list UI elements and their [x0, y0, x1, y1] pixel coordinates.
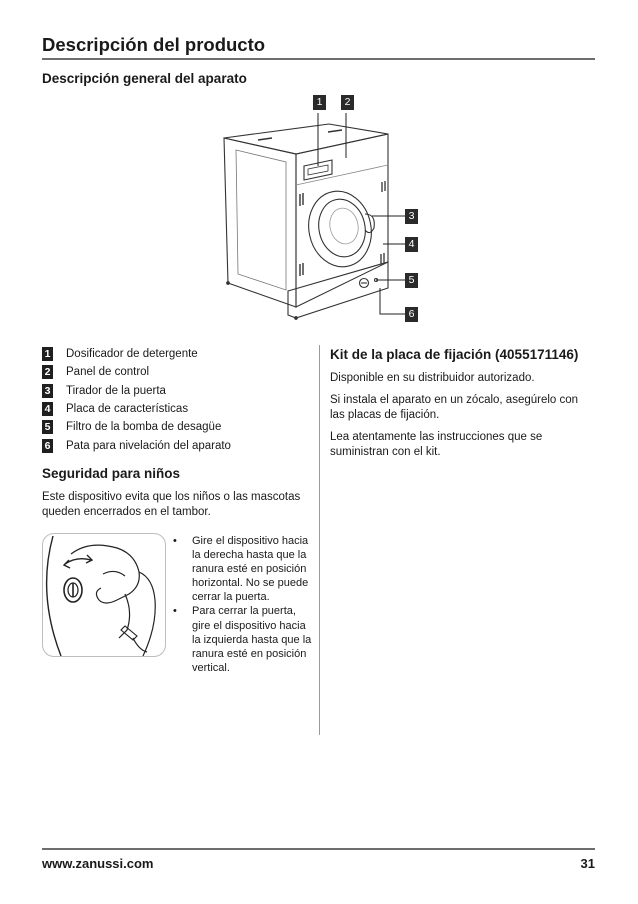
column-divider — [319, 345, 320, 735]
callout-6: 6 — [405, 307, 418, 322]
bullet-marker: • — [173, 535, 177, 547]
legend-label: Dosificador de detergente — [66, 348, 198, 361]
kit-paragraph: Si instala el aparato en un zócalo, asegúrelo con las placas de fijación. — [330, 394, 579, 421]
callout-1: 1 — [313, 95, 326, 110]
legend-label: Placa de características — [66, 403, 189, 416]
footer-divider — [42, 848, 595, 850]
child-safety-description: Este dispositivo evita que los niños o las mascotas queden encerrados en el tambor. — [42, 491, 301, 518]
kit-paragraph: Lea atentamente las instrucciones que se suministran con el kit. — [330, 431, 543, 458]
legend-number: 6 — [42, 439, 53, 453]
legend-number: 3 — [42, 384, 53, 398]
section-heading-kit: Kit de la placa de fijación (4055171146) — [330, 347, 579, 362]
page-title: Descripción del producto — [42, 34, 266, 55]
footer-website-link[interactable]: www.zanussi.com — [42, 856, 154, 871]
legend-number: 5 — [42, 420, 53, 434]
page-number: 31 — [580, 856, 595, 871]
legend-label: Pata para nivelación del aparato — [66, 439, 231, 452]
legend-label: Panel de control — [66, 366, 150, 379]
callout-2: 2 — [341, 95, 354, 110]
legend-item — [42, 382, 312, 400]
kit-description — [330, 371, 595, 467]
child-lock-drawing — [43, 534, 165, 656]
bullet-marker: • — [173, 605, 177, 618]
legend-number: 2 — [42, 365, 53, 379]
legend-item — [42, 345, 312, 363]
instruction-item — [173, 534, 313, 604]
instruction-text: Gire el dispositivo hacia la derecha hasta que la ranura esté en posición horizontal. No se puede cerrar la puerta. — [192, 535, 309, 604]
washing-machine-diagram — [200, 90, 430, 330]
component-legend — [42, 345, 312, 455]
callout-5: 5 — [405, 273, 418, 288]
legend-item — [42, 363, 312, 381]
legend-label: Tirador de la puerta — [66, 384, 166, 397]
legend-item — [42, 418, 312, 436]
instruction-item — [173, 604, 313, 674]
child-lock-illustration — [42, 533, 166, 657]
callout-4: 4 — [405, 237, 418, 252]
legend-label: Filtro de la bomba de desagüe — [66, 421, 222, 434]
legend-number: 1 — [42, 347, 53, 361]
section-heading-child-safety: Seguridad para niños — [42, 466, 181, 481]
title-divider — [42, 58, 595, 60]
callout-3: 3 — [405, 209, 418, 224]
legend-number: 4 — [42, 402, 53, 416]
legend-item — [42, 400, 312, 418]
instruction-text: Para cerrar la puerta, gire el dispositivo hacia la izquierda hasta que la ranura esté en posición vertical. — [192, 605, 312, 674]
child-lock-instructions — [173, 534, 313, 675]
legend-item — [42, 436, 312, 454]
section-heading-overview: Descripción general del aparato — [42, 71, 247, 86]
kit-paragraph: Disponible en su distribuidor autorizado. — [330, 372, 535, 384]
